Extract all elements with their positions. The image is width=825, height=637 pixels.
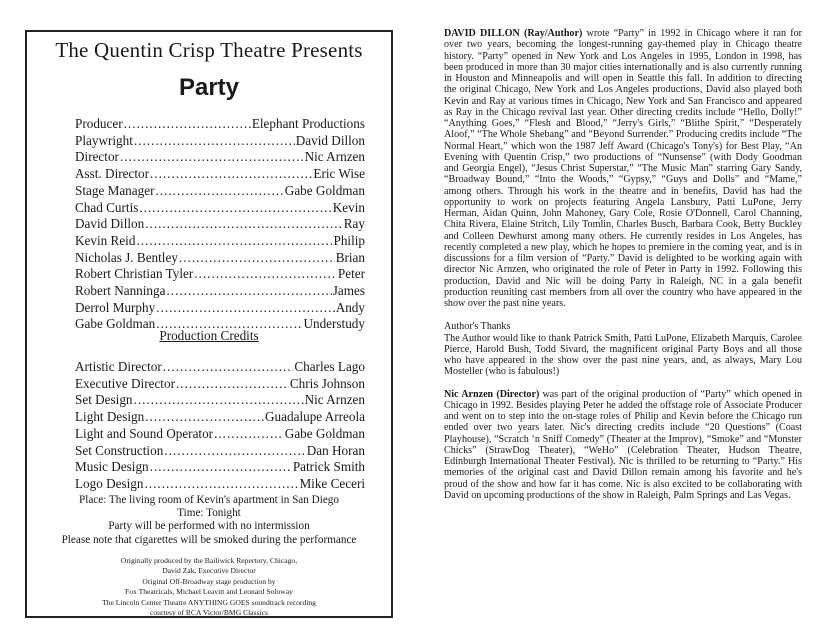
origin-line: Original Off-Broadway stage production by — [142, 576, 276, 586]
cast-name: Andy — [335, 299, 365, 315]
cast-role: Asst. Director — [75, 166, 149, 182]
cast-row — [75, 216, 365, 233]
dillon-bio — [444, 28, 802, 309]
credit-role: Light Design — [75, 409, 145, 425]
cast-row — [75, 200, 365, 217]
credit-name: Guadalupe Arreola — [265, 409, 365, 425]
origin-line: Originally produced by the Bailiwick Repertory, Chicago, — [120, 556, 298, 565]
smoking-note: Please note that cigarettes will be smoked during the performance — [61, 533, 357, 546]
cast-name: James — [332, 283, 365, 299]
cast-row — [75, 233, 365, 250]
intermission-note: Party will be performed with no intermission — [108, 520, 310, 533]
credit-role: Light and Sound Operator — [75, 425, 214, 441]
origin-line: courtesy of RCA Victor/BMG Classics — [150, 608, 268, 618]
cast-role: Playwright — [75, 132, 133, 148]
credit-name: Mike Ceceri — [299, 475, 365, 491]
authors-thanks-heading: Author's Thanks — [444, 321, 511, 333]
authors-thanks-text: The Author would like to thank Patrick Smith, Patti LuPone, Elizabeth Marquis, Carolee Pierce, Harold Bush, Todd Sivard, the magnificent original Party Boys and all those who have appeared in the show over the past nine years, and, as always, Mary Lou Mosteller (who is fabulous!) — [444, 332, 802, 378]
cast-name: Gabe Goldman — [284, 182, 365, 198]
cast-role: Stage Manager — [75, 182, 155, 198]
credit-name: Patrick Smith — [292, 459, 365, 475]
origin-line: The Lincoln Center Theatre ANYTHING GOES soundtrack recording — [102, 597, 316, 607]
theatre-presents-heading: The Quentin Crisp Theatre Presents — [55, 38, 363, 62]
time-note: Time: Tonight — [177, 507, 241, 520]
cast-row — [75, 166, 365, 183]
production-credits-heading: Production Credits — [159, 328, 259, 343]
credit-row — [75, 426, 365, 443]
cast-name: Eric Wise — [313, 166, 365, 182]
cast-role: David Dillon — [75, 216, 145, 232]
origin-line: Fox Theatricals, Michael Leavitt and Leonard Soloway — [125, 587, 293, 597]
cast-role: Producer — [75, 116, 123, 131]
cast-row — [75, 250, 365, 267]
cast-name: Kevin — [332, 199, 365, 215]
cast-row — [75, 300, 365, 317]
credit-name: Nic Arnzen — [304, 392, 365, 408]
credit-name: Charles Lago — [294, 359, 365, 374]
credit-role: Set Construction — [75, 442, 164, 458]
credit-name: Dan Horan — [306, 442, 365, 458]
dillon-bio-name: DAVID DILLON (Ray/Author) — [444, 28, 583, 39]
credit-role: Artistic Director — [75, 359, 162, 374]
credit-row — [75, 392, 365, 409]
cast-role: Kevin Reid — [75, 232, 136, 248]
credit-name: Gabe Goldman — [284, 425, 365, 441]
cast-role: Director — [75, 149, 119, 165]
credit-role: Set Design — [75, 392, 133, 408]
credit-row — [75, 443, 365, 460]
playbill-page — [25, 30, 393, 618]
credit-row — [75, 476, 365, 493]
credit-row — [75, 376, 365, 393]
arnzen-bio-name: Nic Arnzen (Director) — [444, 388, 540, 400]
cast-role: Chad Curtis — [75, 199, 139, 215]
cast-role: Gabe Goldman — [75, 316, 156, 332]
credit-role: Logo Design — [75, 475, 144, 491]
cast-row — [75, 266, 365, 283]
credit-row — [75, 359, 365, 376]
cast-role: Robert Nanninga — [75, 283, 166, 299]
show-title: Party — [178, 74, 240, 101]
credit-row — [75, 409, 365, 426]
arnzen-bio-text: was part of the original production of “Party” which opened in Chicago in 1992. Besides playing Peter he added the offstage role of Associate Producer and went on to step into the on-stage roles of Philip and Kevin before the Chicago run ended over two years later. Nic's directing credits include “20 Questions” (Coast Playhouse), “Scratch ‘n Sniff Comedy” (Theater at the Improv), “Smoke” and “Monster Chicks” (StrawDog Theater), “WeHo” (Celebration Theater, Hudson Theatre, Edinburgh International Theater Festival). Nic is thrilled to be returning to “Party.” His memories of the original cast and David Dillon remain among his favorite and he's proud of the show and how far it has come. Nic is also excited to be collaborating with David on upcoming productions of the show in Raleigh, Palm Springs and Las Vegas. — [444, 388, 803, 501]
credit-role: Executive Director — [75, 375, 175, 391]
cast-row — [75, 133, 365, 150]
credit-row — [75, 459, 365, 476]
credit-role: Music Design — [75, 459, 149, 475]
cast-name: Nic Arnzen — [304, 149, 365, 165]
origin-line: David Zak, Executive Director — [162, 566, 256, 576]
dillon-bio-text: wrote “Party” in 1992 in Chicago where it ran for over two years, becoming the longest-running gay-themed play in Chicago theatre history. “Party” opened in New York and Los Angeles in 1995, London in 1998, has been produced in more than 30 major cities internationally and is also currently running in Houston and Minneapolis and will open in Seattle this fall. In addition to directing the original Chicago, New York and Los Angeles productions, David also played both Kevin and Ray at various times in Chicago, New York and San Francisco and appeared as Ray in the Chicago revival last year. Other directing credits include “Hello, Dolly!” “Anything Goes,” “Flesh and Blood,” “Jerry's Girls,” “Blithe Spirit,” “Desperately Aloof,” “The Whole Shebang” and “Beyond Surrender.” Producing credits include “The Normal Heart,” which won the 1987 Jeff Award (Chicago's Tony's) for Best Play, “An Evening with Quentin Crisp,” two productions of “Nunsense” (with Dody Goodman and Georgia Engel), “Jesus Christ Superstar,” “The Music Man” starring Gary Sandy, “Broadway Bound,” “Into the Woods,” “Gypsy,” “Guys and Dolls” and “Mame,” among others. Through his work in the theatre and in benefits, David has had the opportunity to work on projects featuring Angela Lansbury, Patti LuPone, Jerry Herman, Aidan Quinn, John Mahoney, Gary Cole, Rosie O'Donnell, Carol Channing, Chita Rivera, Elaine Stritch, Lily Tomlin, Charles Busch, Barbara Cook, Betty Buckley and Colleen Dewhurst among many others. He currently resides in Los Angeles, has recently completed a new play, which he hopes to premiere in the coming year, and is in discussions for a film version of “Party.” David is delighted to be working again with director Nic Arnzen, who originated the role of Peter in Party in 1992. Following this production, David and Nic will be doing Party in Raleigh, NC in a gala benefit production reuniting cast members from all over the country who have appeared in the show over the past nine years. — [444, 28, 803, 309]
cast-name: Philip — [333, 232, 365, 248]
cast-row — [75, 283, 365, 300]
cast-role: Nicholas J. Bentley — [75, 249, 178, 265]
cast-list — [75, 116, 365, 333]
cast-role: Derrol Murphy — [75, 299, 156, 315]
place-note: Place: The living room of Kevin's apartment in San Diego — [79, 494, 339, 506]
cast-row — [75, 183, 365, 200]
production-credits-list — [75, 359, 365, 493]
cast-name: Elephant Productions — [251, 116, 365, 131]
bios-page — [444, 28, 802, 501]
cast-row — [75, 149, 365, 166]
cast-role: Robert Christian Tyler — [75, 266, 194, 282]
credit-name: Chris Johnson — [289, 375, 365, 391]
cast-row — [75, 116, 365, 133]
cast-name: Brian — [335, 249, 365, 265]
production-origins — [27, 556, 391, 618]
cast-name: Understudy — [303, 316, 365, 332]
cast-name: Peter — [337, 266, 365, 282]
performance-notes — [27, 494, 391, 547]
arnzen-bio — [444, 389, 802, 502]
cast-name: David Dillon — [295, 132, 365, 148]
cast-name: Ray — [343, 216, 365, 232]
